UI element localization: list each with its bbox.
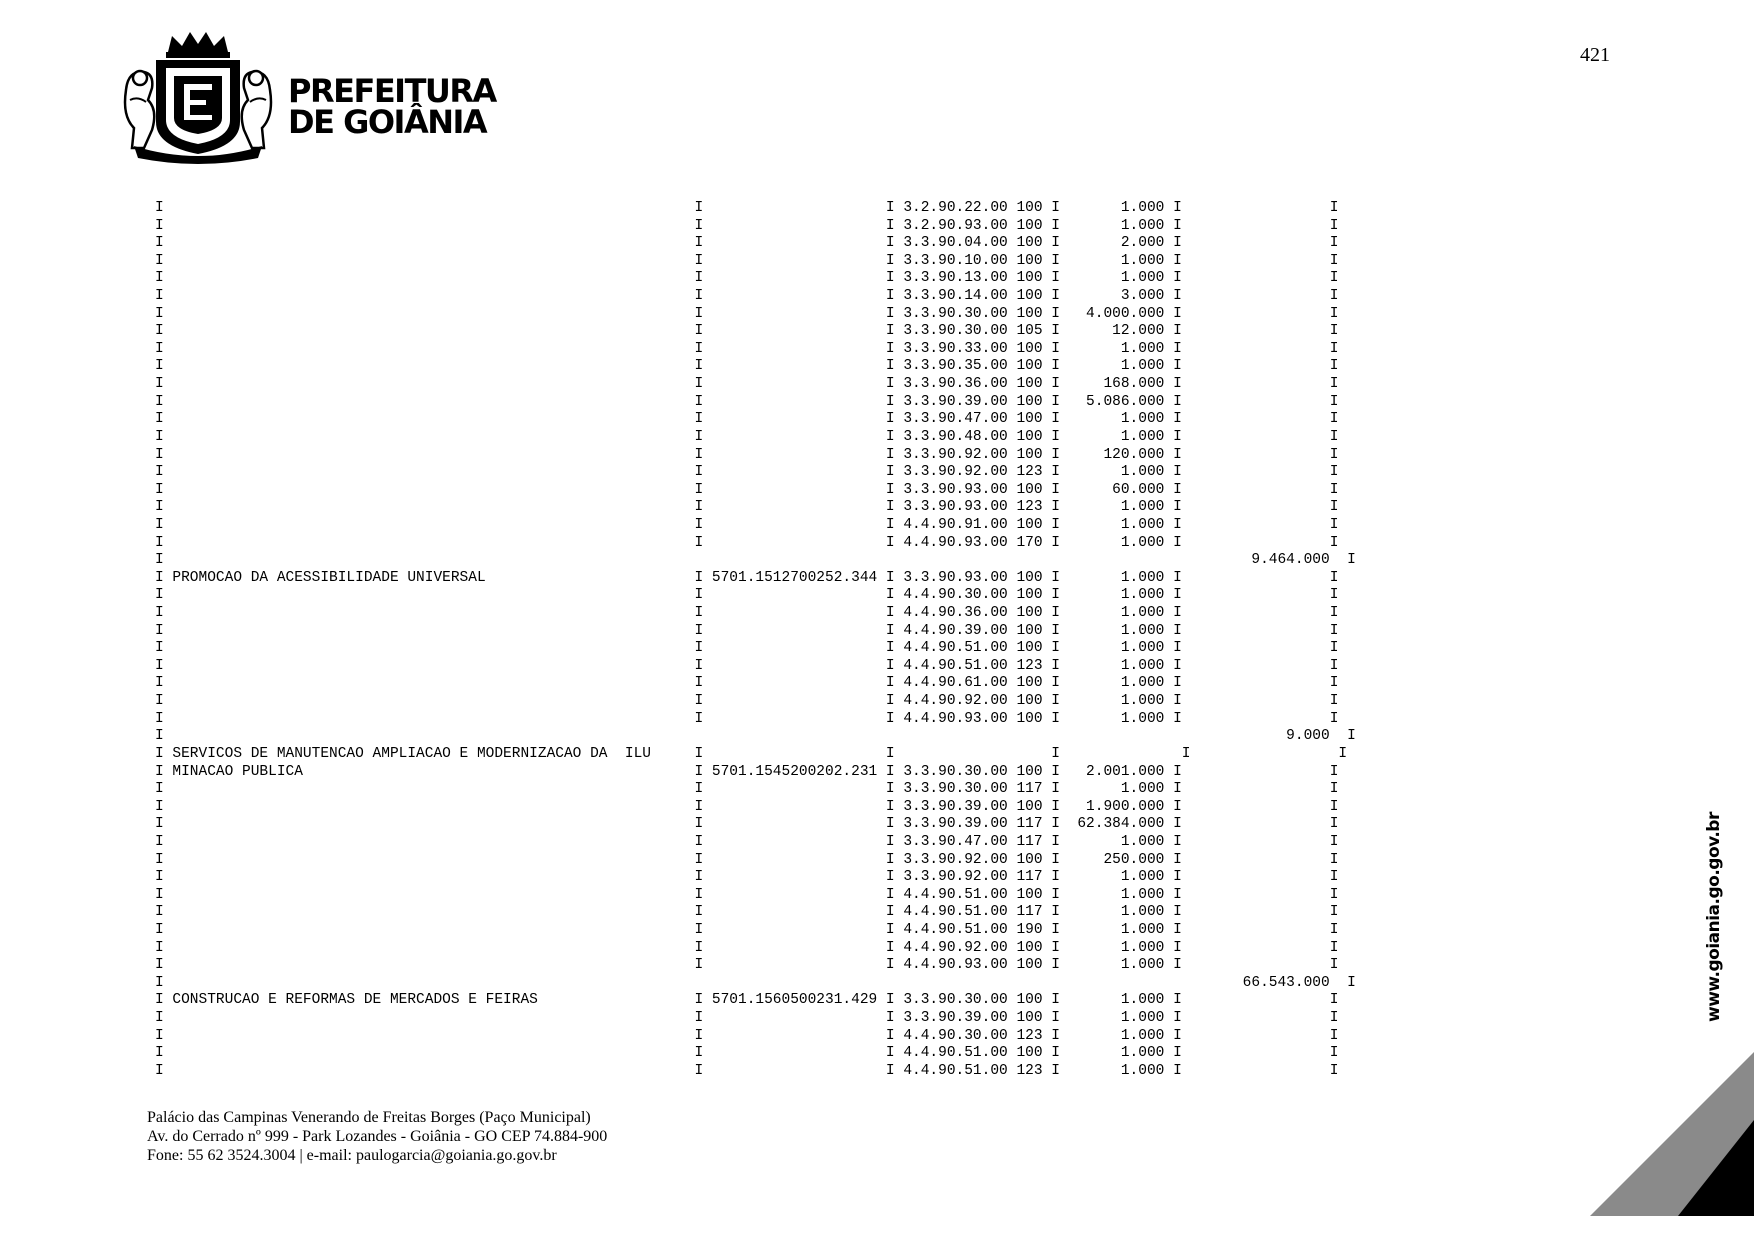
ledger-row: I I I 4.4.90.51.00 100 I 1.000 I I (155, 886, 1339, 903)
ledger-row: I I I 4.4.90.93.00 170 I 1.000 I I (155, 534, 1339, 551)
ledger-row: I I I 4.4.90.30.00 100 I 1.000 I I (155, 587, 1339, 604)
footer-line-3: Fone: 55 62 3524.3004 | e-mail: paulogarcia@goiania.go.gov.br (147, 1147, 557, 1164)
ledger-row: I I I 4.4.90.93.00 100 I 1.000 I I (155, 710, 1339, 727)
ledger-row: I I I 3.3.90.93.00 100 I 60.000 I I (155, 481, 1339, 498)
ledger-row: I I I 3.3.90.10.00 100 I 1.000 I I (155, 252, 1339, 269)
ledger-row: I I I 3.3.90.39.00 117 I 62.384.000 I I (155, 816, 1339, 833)
ledger-row: I I I 3.3.90.04.00 100 I 2.000 I I (155, 235, 1339, 252)
corner-decoration (1590, 1052, 1754, 1216)
ledger-row: I I I 3.3.90.30.00 117 I 1.000 I I (155, 781, 1339, 798)
ledger-row: I I I 3.3.90.39.00 100 I 1.900.000 I I (155, 798, 1339, 815)
brand-line-2: DE GOIÂNIA (288, 103, 487, 141)
ledger-subtotal-row: I 9.464.000 I (155, 552, 1356, 569)
ledger-subtotal-row: I 66.543.000 I (155, 974, 1356, 991)
ledger-row: I I I 3.2.90.93.00 100 I 1.000 I I (155, 217, 1339, 234)
footer-line-2: Av. do Cerrado nº 999 - Park Lozandes - Goiânia - GO CEP 74.884-900 (147, 1128, 608, 1145)
ledger-row: I I I 3.3.90.33.00 100 I 1.000 I I (155, 340, 1339, 357)
ledger-row: I I I 3.3.90.92.00 100 I 250.000 I I (155, 851, 1339, 868)
ledger-row: I I I 4.4.90.36.00 100 I 1.000 I I (155, 605, 1339, 622)
ledger-row: I I I 4.4.90.91.00 100 I 1.000 I I (155, 516, 1339, 533)
footer-address (147, 1108, 607, 1165)
city-seal-logo (118, 30, 278, 165)
ledger-row: I I I 3.3.90.92.00 117 I 1.000 I I (155, 869, 1339, 886)
ledger-row: I I I 3.3.90.36.00 100 I 168.000 I I (155, 376, 1339, 393)
ledger-row: I I I 3.3.90.47.00 100 I 1.000 I I (155, 411, 1339, 428)
brand-wordmark (288, 72, 496, 141)
ledger-subtotal-row: I 9.000 I (155, 728, 1356, 745)
ledger-row: I I I 4.4.90.30.00 123 I 1.000 I I (155, 1027, 1339, 1044)
ledger-row: I I I 4.4.90.92.00 100 I 1.000 I I (155, 939, 1339, 956)
ledger-row: I I I 3.3.90.48.00 100 I 1.000 I I (155, 428, 1339, 445)
ledger-row: I I I 3.3.90.30.00 100 I 4.000.000 I I (155, 305, 1339, 322)
ledger-row: I I I 3.2.90.22.00 100 I 1.000 I I (155, 200, 1339, 216)
ledger-row: I I I 3.3.90.14.00 100 I 3.000 I I (155, 288, 1339, 305)
ledger-row: I I I 3.3.90.93.00 123 I 1.000 I I (155, 499, 1339, 516)
ledger-row: I I I 3.3.90.39.00 100 I 1.000 I I (155, 1010, 1339, 1027)
ledger-row: I I I 4.4.90.51.00 100 I 1.000 I I (155, 640, 1339, 657)
side-website-url: www.goiania.go.gov.br (1704, 812, 1724, 1022)
ledger-row: I SERVICOS DE MANUTENCAO AMPLIACAO E MODERNIZACAO DA ILU I I I I I (155, 745, 1348, 762)
ledger-row: I I I 3.3.90.92.00 100 I 120.000 I I (155, 446, 1339, 463)
ledger-row: I I I 4.4.90.51.00 123 I 1.000 I I (155, 657, 1339, 674)
ledger-row: I I I 4.4.90.51.00 100 I 1.000 I I (155, 1045, 1339, 1062)
ledger-row: I I I 4.4.90.61.00 100 I 1.000 I I (155, 675, 1339, 692)
footer-line-1: Palácio das Campinas Venerando de Freitas Borges (Paço Municipal) (147, 1109, 591, 1126)
ledger-row: I PROMOCAO DA ACESSIBILIDADE UNIVERSAL I 5701.1512700252.344 I 3.3.90.93.00 100 I 1.000 I I (155, 569, 1339, 586)
ledger-row: I MINACAO PUBLICA I 5701.1545200202.231 I 3.3.90.30.00 100 I 2.001.000 I I (155, 763, 1339, 780)
brand-line-1: PREFEITURA (288, 72, 496, 110)
ledger-row: I CONSTRUCAO E REFORMAS DE MERCADOS E FEIRAS I 5701.1560500231.429 I 3.3.90.30.00 100 I 1.000 I I (155, 992, 1339, 1009)
ledger-row: I I I 4.4.90.92.00 100 I 1.000 I I (155, 693, 1339, 710)
ledger-row: I I I 3.3.90.47.00 117 I 1.000 I I (155, 833, 1339, 850)
ledger-row: I I I 4.4.90.51.00 123 I 1.000 I I (155, 1062, 1339, 1079)
ledger-row: I I I 3.3.90.39.00 100 I 5.086.000 I I (155, 393, 1339, 410)
ledger-row: I I I 3.3.90.92.00 123 I 1.000 I I (155, 464, 1339, 481)
ledger-row: I I I 3.3.90.13.00 100 I 1.000 I I (155, 270, 1339, 287)
ledger-row: I I I 4.4.90.51.00 117 I 1.000 I I (155, 904, 1339, 921)
ledger-row: I I I 4.4.90.51.00 190 I 1.000 I I (155, 921, 1339, 938)
ledger-row: I I I 4.4.90.93.00 100 I 1.000 I I (155, 957, 1339, 974)
ledger-row: I I I 4.4.90.39.00 100 I 1.000 I I (155, 622, 1339, 639)
budget-ledger-table (155, 200, 1356, 1080)
ledger-row: I I I 3.3.90.30.00 105 I 12.000 I I (155, 323, 1339, 340)
page-number: 421 (1580, 44, 1610, 66)
ledger-row: I I I 3.3.90.35.00 100 I 1.000 I I (155, 358, 1339, 375)
